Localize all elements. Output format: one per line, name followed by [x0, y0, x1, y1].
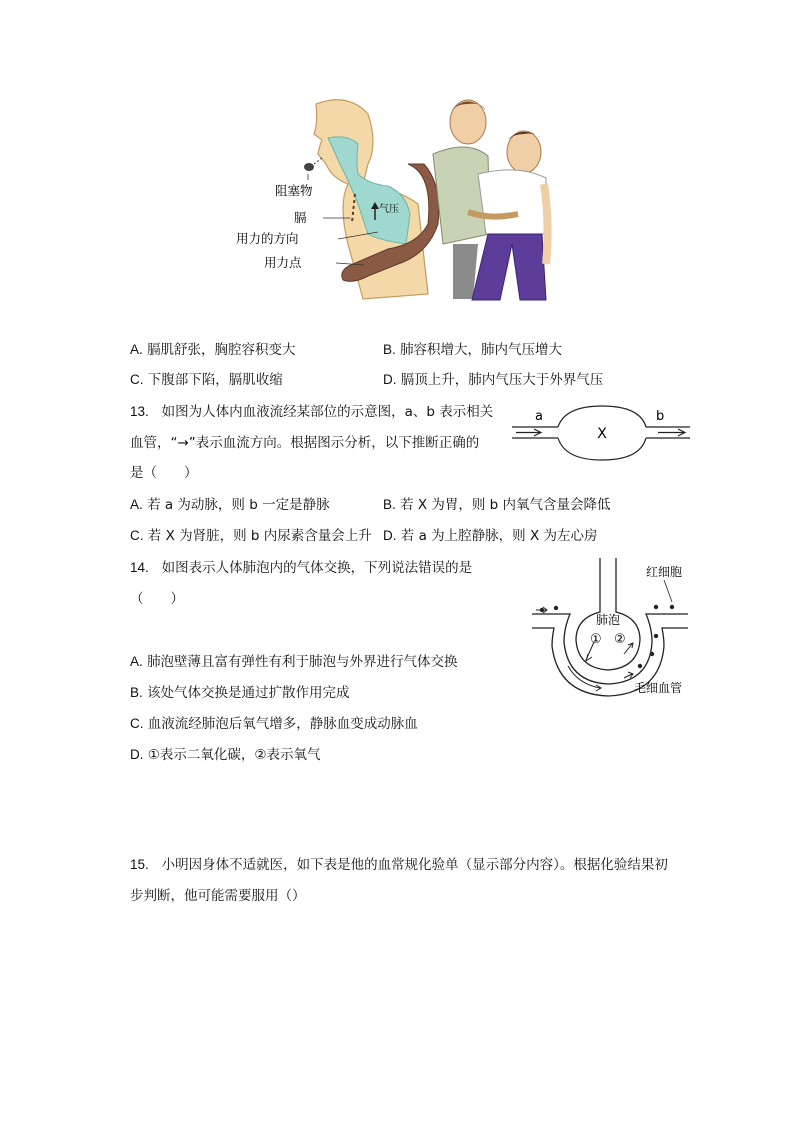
- vessel-b-label: b: [656, 409, 665, 424]
- q12-option-d[interactable]: D. 膈顶上升，肺内气压大于外界气压: [383, 372, 604, 388]
- q13-stem-line-1: 13. 如图为人体内血液流经某部位的示意图，a、b 表示相关: [130, 404, 494, 420]
- rescue-illustration: [433, 100, 548, 300]
- capillary-label: 毛细血管: [634, 681, 683, 695]
- q13-option-a[interactable]: A. 若 a 为动脉，则 b 一定是静脉: [130, 497, 330, 513]
- obstruction-icon: [304, 163, 314, 171]
- heimlich-figure: [228, 94, 558, 302]
- q13-stem-line-2: 血管，“→”表示血流方向。根据图示分析，以下推断正确的: [130, 435, 480, 451]
- q14-option-b[interactable]: B. 该处气体交换是通过扩散作用完成: [130, 685, 350, 701]
- q14-alveolus-figure: [528, 556, 700, 702]
- mark-1: ①: [590, 632, 602, 647]
- q14-number: 14.: [130, 560, 149, 575]
- force-point-label: 用力点: [264, 255, 302, 270]
- q13-option-c[interactable]: C. 若 X 为肾脏，则 b 内尿素含量会上升: [130, 528, 372, 544]
- q12-option-a[interactable]: A. 膈肌舒张，胸腔容积变大: [130, 342, 296, 358]
- air-pressure-label: 气压: [379, 204, 399, 215]
- q13-option-b[interactable]: B. 若 X 为胃，则 b 内氧气含量会降低: [383, 497, 611, 513]
- q14-option-a[interactable]: A. 肺泡壁薄且富有弹性有利于肺泡与外界进行气体交换: [130, 654, 458, 670]
- q12-option-b[interactable]: B. 肺容积增大，肺内气压增大: [383, 342, 563, 358]
- alveolus-label: 肺泡: [596, 613, 621, 627]
- q12-option-c[interactable]: C. 下腹部下陷，膈肌收缩: [130, 372, 283, 388]
- diaphragm-label: 膈: [294, 210, 307, 225]
- red-cell-label: 红细胞: [646, 565, 683, 579]
- q13-option-d[interactable]: D. 若 a 为上腔静脉，则 X 为左心房: [383, 528, 598, 544]
- q14-option-c[interactable]: C. 血液流经肺泡后氧气增多，静脉血变成动脉血: [130, 716, 418, 732]
- q14-option-d[interactable]: D. ①表示二氧化碳，②表示氧气: [130, 747, 321, 763]
- organ-x-label: X: [597, 426, 607, 442]
- q13-stem-line-3: 是（ ）: [130, 465, 198, 481]
- vessel-a-label: a: [535, 409, 543, 424]
- q13-number: 13.: [130, 404, 149, 419]
- q15-stem-line-2: 步判断，他可能需要服用（）: [130, 888, 306, 904]
- q13-blood-flow-figure: [510, 402, 694, 466]
- q14-stem: 14. 如图表示人体肺泡内的气体交换，下列说法错误的是: [130, 560, 473, 576]
- obstruction-label: 阻塞物: [275, 183, 313, 198]
- q15-number: 15.: [130, 857, 149, 872]
- mark-2: ②: [614, 632, 626, 647]
- q14-paren: （ ）: [130, 591, 184, 607]
- q15-stem-line-1: 15. 小明因身体不适就医，如下表是他的血常规化验单（显示部分内容）。根据化验结果初: [130, 857, 668, 873]
- force-direction-label: 用力的方向: [236, 231, 299, 246]
